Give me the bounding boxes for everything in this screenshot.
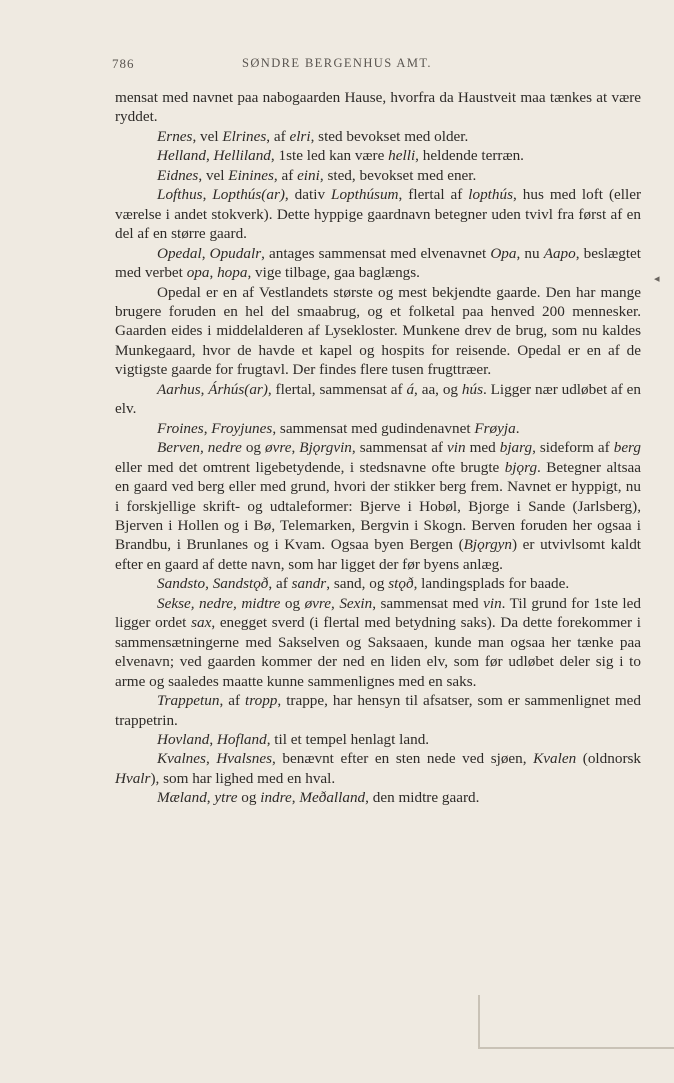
italic-term: Helland	[157, 147, 206, 165]
italic-term: Opa	[490, 244, 517, 262]
text-run: , til et tempel henlagt land.	[266, 730, 430, 748]
italic-term: Berven, nedre	[157, 439, 242, 457]
text-run: ,	[331, 594, 340, 612]
italic-term: Kvalen	[533, 750, 577, 768]
text-run: mensat med navnet paa nabogaarden Hause, hvorfra da Haustveit maa tænkes at være ryddet.	[115, 89, 641, 126]
text-run: , enegget sverd (i flertal med betydning saks). Da dette forekommer i sammensætningerne med Sakselven og Saksaaen, kunde man ogsaa her tænke paa elvenavn; ved gaarden kommer der ned en liden elv, som før udløbet deler sig i to arme og saaledes maatte kunne sammenlignes med en saks.	[115, 614, 641, 690]
italic-term: Trappetun	[157, 692, 220, 710]
text-run: ), som har lighed med en hval.	[150, 769, 336, 787]
italic-term: sandr	[291, 575, 327, 593]
text-run: . Betegner altsaa en gaard ved berg eller med grund, hvori der stikker berg frem. Navnet er hyppigt, nu i forskjellige skrift- og udtaleformer: Bjerve i Hobøl, Bjorge i Sande (Jarlsberg), Bjerven i Hollen og i Bø, Telemarken, Bergvin i Skogn. Berven foruden her ogsaa i Brandbu, i Brunlanes og i Kvam. Ogsaa byen Bergen (	[115, 458, 642, 554]
italic-term: Elrines	[222, 127, 267, 145]
italic-term: hopa	[217, 264, 248, 282]
italic-term: sax	[191, 614, 212, 632]
text-run: ,	[205, 750, 217, 768]
text-run: ,	[206, 789, 215, 807]
text-run: , vel	[192, 127, 223, 145]
italic-term: bjǫrg	[504, 458, 538, 476]
italic-term: Kvalnes	[157, 750, 206, 768]
italic-term: Sandsto	[157, 575, 206, 593]
text-run: , den midtre gaard.	[365, 789, 480, 807]
text-run: , sideform af	[532, 439, 614, 457]
text-run: , hus med loft (eller værelse i andet stokverk). Dette hyppige gaardnavn betegner uden tvivl fra først af en del af en større gaard.	[115, 186, 642, 243]
italic-term: Sandstǫð	[212, 575, 269, 593]
text-run: , sand, og	[326, 575, 389, 593]
italic-term: tropp	[245, 692, 278, 710]
paragraph	[115, 146, 641, 165]
text-run: .	[515, 419, 520, 437]
paragraph	[115, 166, 641, 185]
paragraph	[115, 127, 641, 146]
text-run: , heldende terræn.	[415, 147, 524, 165]
italic-term: Einines	[228, 166, 274, 184]
italic-term: Lopthúsum	[331, 186, 399, 204]
text-run: ,	[200, 380, 209, 398]
text-run: , af	[219, 692, 246, 710]
italic-term: stǫð	[388, 575, 414, 593]
italic-term: á	[406, 380, 415, 398]
italic-term: Opudalr	[209, 244, 262, 262]
paragraph	[115, 749, 641, 788]
italic-term: Froines	[157, 419, 204, 437]
page-number: 786	[112, 56, 135, 71]
paragraph	[115, 730, 641, 749]
italic-term: Helliland	[213, 147, 271, 165]
text-run: , trappe, har hensyn til afsatser, som er sammenlignet med trappetrin.	[115, 692, 641, 729]
paragraph	[115, 419, 641, 438]
text-run: . Ligger nær udløbet af en elv.	[115, 380, 642, 418]
text-run: ,	[205, 147, 214, 165]
paragraph	[115, 185, 641, 243]
italic-term: elri	[289, 127, 311, 145]
text-run: , landingsplads for baade.	[413, 575, 570, 593]
italic-term: Bjǫrgvin	[299, 439, 352, 457]
text-run: , 1ste led kan være	[270, 147, 389, 165]
text-run: , af	[268, 575, 292, 593]
paragraph	[115, 574, 641, 593]
running-title: SØNDRE BERGENHUS AMT.	[242, 56, 432, 70]
italic-term: Lofthus	[157, 186, 203, 204]
text-run: , af	[266, 127, 290, 145]
italic-term: Sekse, nedre, midtre	[157, 594, 281, 612]
italic-term: vin	[447, 439, 466, 457]
italic-term: Hvalsnes	[216, 750, 273, 768]
text-run: ,	[201, 244, 210, 262]
text-run: ,	[209, 730, 217, 748]
text-run: eller med det omtrent ligebetydende, i stedsnavne ofte brugte	[115, 458, 505, 476]
text-run: ,	[205, 575, 213, 593]
text-run: , sammensat af	[351, 439, 447, 457]
text-run: Opedal er en af Vestlandets største og mest bekjendte gaarde. Den har mange brugere foruden en hel del smaabrug, og et folketal paa henved 200 mennesker. Gaarden eides i middelalderen af Lysekloster. Munkene drev de brug, som nu kaldes Munkegaard, hvor de havde et kapel og hospits for reisende. Opedal er en af de vigtigste gaarde for frugtavl. Der findes flere tusen frugttræer.	[115, 283, 641, 379]
paragraph	[115, 380, 641, 419]
italic-term: Aarhus	[157, 380, 201, 398]
text-run: ) er utvivlsomt kaldt efter en gaard af dette navn, som har ligget der før byens anlæg.	[115, 536, 642, 573]
italic-term: indre	[260, 789, 292, 807]
body-text	[115, 88, 641, 808]
text-run: ,	[202, 186, 213, 204]
text-run: ,	[209, 264, 218, 282]
text-run: og	[237, 789, 261, 807]
italic-term: øvre	[304, 594, 332, 612]
text-run: , aa, og	[414, 380, 462, 398]
paragraph	[115, 594, 641, 691]
italic-term: Opedal	[157, 244, 202, 262]
text-run: , vel	[198, 166, 229, 184]
text-run: , sammensat med gudindenavnet	[272, 419, 475, 437]
text-run: , sted bevokset med older.	[310, 127, 469, 145]
page-corner-fold	[478, 995, 674, 1049]
text-run: med	[465, 439, 500, 457]
italic-term: opa	[186, 264, 210, 282]
italic-term: Hofland	[216, 730, 267, 748]
italic-term: Hvalr	[115, 769, 151, 787]
paragraph	[115, 788, 641, 807]
text-run: ,	[203, 419, 212, 437]
italic-term: ytre	[214, 789, 238, 807]
text-run: , beslægtet med verbet	[115, 244, 642, 282]
paragraph	[115, 283, 641, 380]
italic-term: Aapo	[543, 244, 576, 262]
text-run: , sammensat med	[372, 594, 484, 612]
text-run: , sted, bevokset med ener.	[319, 166, 477, 184]
italic-term: Meðalland	[299, 789, 366, 807]
italic-term: bjarg	[499, 439, 533, 457]
page-header	[0, 56, 674, 76]
italic-term: Bjǫrgyn	[463, 536, 513, 554]
margin-mark: ◂	[654, 273, 660, 285]
italic-term: vin	[483, 594, 502, 612]
italic-term: Hovland	[157, 730, 210, 748]
italic-term: Ernes	[157, 127, 193, 145]
italic-term: Lopthús(ar)	[212, 186, 285, 204]
text-run: og	[280, 594, 305, 612]
text-run: (oldnorsk	[576, 750, 641, 768]
italic-term: eini	[297, 166, 320, 184]
text-run: , vige tilbage, gaa baglængs.	[247, 264, 420, 282]
paragraph	[115, 244, 641, 283]
text-run: . Til grund for 1ste led ligger ordet	[115, 594, 641, 632]
text-run: , af	[273, 166, 298, 184]
italic-term: Frøyja	[474, 419, 516, 437]
italic-term: hús	[461, 380, 483, 398]
text-run: , flertal, sammensat af	[267, 380, 407, 398]
text-run: , benævnt efter en sten nede ved sjøen,	[272, 750, 534, 768]
text-run: ,	[291, 439, 300, 457]
italic-term: Sexin	[339, 594, 373, 612]
italic-term: Árhús(ar)	[208, 380, 268, 398]
text-run: , antages sammensat med elvenavnet	[261, 244, 491, 262]
text-run: og	[241, 439, 266, 457]
italic-term: øvre	[265, 439, 292, 457]
italic-term: Mæland	[157, 789, 207, 807]
italic-term: lopthús	[468, 186, 513, 204]
paragraph	[115, 88, 641, 127]
paragraph	[115, 438, 641, 574]
italic-term: helli	[388, 147, 416, 165]
paragraph	[115, 691, 641, 730]
italic-term: Eidnes	[157, 166, 199, 184]
text-run: ,	[291, 789, 300, 807]
italic-term: Froyjunes	[211, 419, 273, 437]
italic-term: berg	[613, 439, 641, 457]
text-run: , dativ	[284, 186, 332, 204]
text-run: , nu	[516, 244, 544, 262]
text-run: , flertal af	[398, 186, 469, 204]
